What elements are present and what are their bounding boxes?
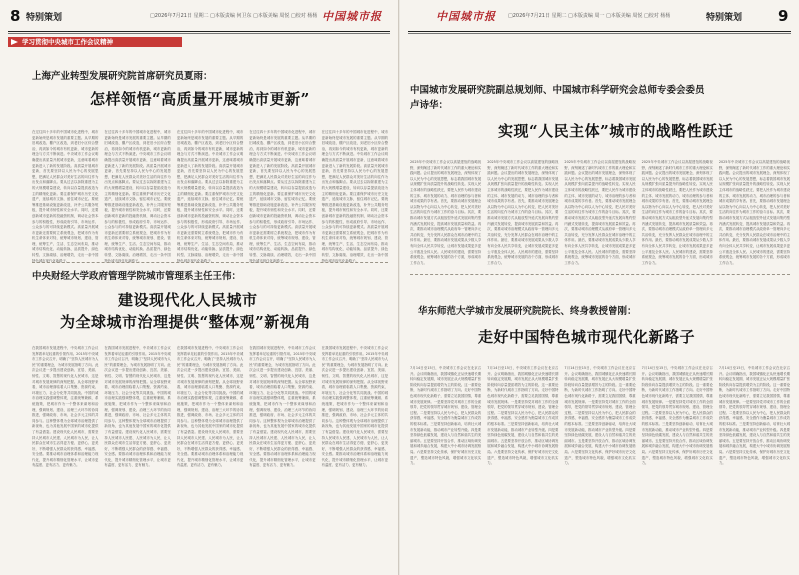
- topic-band-label: 学习贯彻中央城市工作会议精神: [22, 38, 113, 46]
- story4-body-text: 7月14日至15日，中央城市工作会议在北京召开。会议明确指出，我国城镇化正从快速增长期转向稳定发展期，城市发展正从大规模增量扩张阶段转向存量提质增效为主的阶段。这一重要论断，为新时代城市工作指明了方向。走好中国特色城市现代化新路子，需要立足我国国情，尊重城市发展规律。一是要坚持党对城市工作的全面领导，把党的领导贯穿城市规划、建设、管理全过程。二是要坚持以人民为中心，把人民群众的获得感、幸福感、安全感作为衡量城市工作成效的根本标准。三是要坚持创新驱动，培育壮大城市发展新动能，推动城市产业转型升级。四是要坚持绿色低碳发展，建设人与自然和谐共生的美丽城市。五是要坚持开放合作，推动区域协调发展和城乡融合发展，构建大中小城市协调发展格局。六是要坚持文化传承，保护好城市历史文化遗产，塑造城市特色风貌，增强城市文化软实力。: [410, 366, 482, 466]
- story4-body-col4: 7月14日至15日，中央城市工作会议在北京召开。会议明确指出，我国城镇化正从快速增长期转向稳定发展期，城市发展正从大规模增量扩张阶段转向存量提质增效为主的阶段。这一重要论断，为新时代城市工作指明了方向。走好中国特色城市现代化新路子，需要立足我国国情，尊重城市发展规律。一是要坚持党对城市工作的全面领导，把党的领导贯穿城市规划、建设、管理全过程。二是要坚持以人民为中心，把人民群众的获得感、幸福感、安全感作为衡量城市工作成效的根本标准。三是要坚持创新驱动，培育壮大城市发展新动能，推动城市产业转型升级。四是要坚持绿色低碳发展，建设人与自然和谐共生的美丽城市。五是要坚持开放合作，推动区域协调发展和城乡融合发展，构建大中小城市协调发展格局。六是要坚持文化传承，保护好城市历史文化遗产，塑造城市特色风貌，增强城市文化软实力。: [641, 366, 713, 466]
- story2-body: [32, 346, 388, 568]
- story-divider: [32, 262, 388, 263]
- page-number-right: 9: [778, 7, 789, 25]
- dateline: □2026年7月21日 星期二 □本版责编 何卫东 □本版美编 周悦 □校对 杨杨: [150, 13, 318, 19]
- story2-body-col3: 在我国城市发展进程中，中央城市工作会议发挥着举足轻重的引领作用。2015年中央城市工作会议召开，明确了“坚持人民城市为人民”的重要理念，为城市发展指明了方向。此次会议进一步提出建设创新、宜居、美丽、韧性、文明、智慧的现代化人民城市，这是对城市发展规律的深刻把握。从全球视野来看，城市治理面临着人口集聚、资源约束、环境压力、社会分化等共同挑战。中国的城市治理实践强调整体观，注重统筹兼顾、系统施策，把城市作为一个整体来谋划和治理，强调规划、建设、治理三大环节的协同推进，强调政府、市场、社会多元主体的共同参与。这种整体观为全球城市治理提供了新视角，也为其他发展中国家的城市化提供了有益借鉴。建设现代化人民城市，需要坚持人民城市人民建、人民城市为人民，让人民群众在城市生活得更方便、更舒心、更美好，不断增强人民群众的获得感、幸福感、安全感。要推动城市治理体系和治理能力现代化，提升城市精细化管理水平，让城市更有温度、更有活力、更有魅力。: [176, 346, 244, 468]
- story3-body-col4: 2025年中央城市工作会议以高屋建瓴的战略视野，深刻阐述了新时代城市工作的重大理论和实践问题。会议提出的城市发展理念，深刻体现了以人民为中心的发展思想，标志着我国城市发展从规模扩张向质量提升的战略性转变。实现人民主体城市的战略性跃迁，要把人民作为城市建设的主体、城市发展的动力、城市治理的参与者和城市成果的享有者。首先，要推动城市发展理念从以物为中心向以人为中心转变，把人民对美好生活的向往作为城市工作的奋斗目标。其次，要推动城市发展方式从粗放型外延式发展向集约型内涵式发展转变，提高城市发展质量和效益。再次，要推动城市治理模式从政府单一管理向多元共治转变，充分发挥人民群众在城市治理中的主体作用。最后，要推动城市发展成果从少数人享有向全体人民共享转变，让城市发展成果更多更公平惠及全体人民。人民城市的建设，需要坚持系统观念，统筹城市发展的各个方面，形成城市工作合力。: [641, 160, 713, 265]
- story3-body-col5: 2025年中央城市工作会议以高屋建瓴的战略视野，深刻阐述了新时代城市工作的重大理论和实践问题。会议提出的城市发展理念，深刻体现了以人民为中心的发展思想，标志着我国城市发展从规模扩张向质量提升的战略性转变。实现人民主体城市的战略性跃迁，要把人民作为城市建设的主体、城市发展的动力、城市治理的参与者和城市成果的享有者。首先，要推动城市发展理念从以物为中心向以人为中心转变，把人民对美好生活的向往作为城市工作的奋斗目标。其次，要推动城市发展方式从粗放型外延式发展向集约型内涵式发展转变，提高城市发展质量和效益。再次，要推动城市治理模式从政府单一管理向多元共治转变，充分发挥人民群众在城市治理中的主体作用。最后，要推动城市发展成果从少数人享有向全体人民共享转变，让城市发展成果更多更公平惠及全体人民。人民城市的建设，需要坚持系统观念，统筹城市发展的各个方面，形成城市工作合力。: [718, 160, 791, 265]
- arrow-icon: [11, 39, 18, 45]
- story3-body: [410, 160, 790, 270]
- section-title: 特别策划: [26, 13, 63, 23]
- story1-body-col2: 在过往四十多年的中国城市化进程中，城市更新始终是城市发展的重要主题。从早期的旧城改造、棚户区改造，到老旧小区综合整治，再到如今的城市有机更新，城市更新的理念与方式不断演进。中央城市工作会议明确提出高质量开展城市更新，这意味着城市更新进入了新的发展阶段。高质量开展城市更新，首先要坚持以人民为中心的发展思想，把满足人民群众对美好生活的向往作为出发点和落脚点。要从过去以拆除重建为主的大规模增量建设，转向以存量提质改造为主的精细化更新。要注重保护城市历史文化遗产，延续城市文脉，留住城市记忆。要统筹推进基础设施更新改造，补齐公共服务短板，提升城市韧性和安全水平。同时，还要创新城市更新的投融资机制，调动社会资本参与的积极性，形成政府引导、市场运作、公众参与的可持续更新模式。高质量开展城市更新还需要树立系统观念，把城市作为有机生命体来对待，统筹城市规划、建设、管理，统筹生产、生活、生态空间布局，推动城市结构优化、动能转换、品质提升、绿色转型、文脉赓续、治理增效，走出一条中国特色城市现代化新路子。: [104, 130, 171, 263]
- story2-kicker: 中央财经大学政府管理学院城市管理系主任王伟：: [32, 271, 242, 282]
- story1-headline: 怎样领悟“高质量开展城市更新”: [90, 90, 310, 108]
- header-rule-thin: [8, 33, 390, 34]
- left-page: [0, 0, 399, 575]
- story1-body-col3: 在过往四十多年的中国城市化进程中，城市更新始终是城市发展的重要主题。从早期的旧城改造、棚户区改造，到老旧小区综合整治，再到如今的城市有机更新，城市更新的理念与方式不断演进。中央城市工作会议明确提出高质量开展城市更新，这意味着城市更新进入了新的发展阶段。高质量开展城市更新，首先要坚持以人民为中心的发展思想，把满足人民群众对美好生活的向往作为出发点和落脚点。要从过去以拆除重建为主的大规模增量建设，转向以存量提质改造为主的精细化更新。要注重保护城市历史文化遗产，延续城市文脉，留住城市记忆。要统筹推进基础设施更新改造，补齐公共服务短板，提升城市韧性和安全水平。同时，还要创新城市更新的投融资机制，调动社会资本参与的积极性，形成政府引导、市场运作、公众参与的可持续更新模式。高质量开展城市更新还需要树立系统观念，把城市作为有机生命体来对待，统筹城市规划、建设、管理，统筹生产、生活、生态空间布局，推动城市结构优化、动能转换、品质提升、绿色转型、文脉赓续、治理增效，走出一条中国特色城市现代化新路子。: [176, 130, 244, 263]
- story1-body-text: 在过往四十多年的中国城市化进程中，城市更新始终是城市发展的重要主题。从早期的旧城改造、棚户区改造，到老旧小区综合整治，再到如今的城市有机更新，城市更新的理念与方式不断演进。中央城市工作会议明确提出高质量开展城市更新，这意味着城市更新进入了新的发展阶段。高质量开展城市更新，首先要坚持以人民为中心的发展思想，把满足人民群众对美好生活的向往作为出发点和落脚点。要从过去以拆除重建为主的大规模增量建设，转向以存量提质改造为主的精细化更新。要注重保护城市历史文化遗产，延续城市文脉，留住城市记忆。要统筹推进基础设施更新改造，补齐公共服务短板，提升城市韧性和安全水平。同时，还要创新城市更新的投融资机制，调动社会资本参与的积极性，形成政府引导、市场运作、公众参与的可持续更新模式。高质量开展城市更新还需要树立系统观念，把城市作为有机生命体来对待，统筹城市规划、建设、管理，统筹生产、生活、生态空间布局，推动城市结构优化、动能转换、品质提升、绿色转型、文脉赓续、治理增效，走出一条中国特色城市现代化新路子。: [32, 130, 99, 263]
- story-divider-right: [410, 274, 790, 275]
- story4-headline: 走好中国特色城市现代化新路子: [478, 328, 696, 346]
- story2-headline-line2: 为全球城市治理提供“整体观”新视角: [60, 313, 311, 331]
- masthead-logo-right: 中国城市报: [436, 10, 496, 23]
- story2-body-col2: 在我国城市发展进程中，中央城市工作会议发挥着举足轻重的引领作用。2015年中央城市工作会议召开，明确了“坚持人民城市为人民”的重要理念，为城市发展指明了方向。此次会议进一步提出建设创新、宜居、美丽、韧性、文明、智慧的现代化人民城市，这是对城市发展规律的深刻把握。从全球视野来看，城市治理面临着人口集聚、资源约束、环境压力、社会分化等共同挑战。中国的城市治理实践强调整体观，注重统筹兼顾、系统施策，把城市作为一个整体来谋划和治理，强调规划、建设、治理三大环节的协同推进，强调政府、市场、社会多元主体的共同参与。这种整体观为全球城市治理提供了新视角，也为其他发展中国家的城市化提供了有益借鉴。建设现代化人民城市，需要坚持人民城市人民建、人民城市为人民，让人民群众在城市生活得更方便、更舒心、更美好，不断增强人民群众的获得感、幸福感、安全感。要推动城市治理体系和治理能力现代化，提升城市精细化管理水平，让城市更有温度、更有活力、更有魅力。: [104, 346, 171, 468]
- masthead-logo: 中国城市报: [322, 10, 382, 23]
- story2-body-col4: 在我国城市发展进程中，中央城市工作会议发挥着举足轻重的引领作用。2015年中央城市工作会议召开，明确了“坚持人民城市为人民”的重要理念，为城市发展指明了方向。此次会议进一步提出建设创新、宜居、美丽、韧性、文明、智慧的现代化人民城市，这是对城市发展规律的深刻把握。从全球视野来看，城市治理面临着人口集聚、资源约束、环境压力、社会分化等共同挑战。中国的城市治理实践强调整体观，注重统筹兼顾、系统施策，把城市作为一个整体来谋划和治理，强调规划、建设、治理三大环节的协同推进，强调政府、市场、社会多元主体的共同参与。这种整体观为全球城市治理提供了新视角，也为其他发展中国家的城市化提供了有益借鉴。建设现代化人民城市，需要坚持人民城市人民建、人民城市为人民，让人民群众在城市生活得更方便、更舒心、更美好，不断增强人民群众的获得感、幸福感、安全感。要推动城市治理体系和治理能力现代化，提升城市精细化管理水平，让城市更有温度、更有活力、更有魅力。: [249, 346, 316, 468]
- topic-band: [8, 37, 182, 47]
- story4-kicker: 华东师范大学城市发展研究院院长、终身教授曾刚：: [418, 306, 637, 317]
- story2-body-text: 在我国城市发展进程中，中央城市工作会议发挥着举足轻重的引领作用。2015年中央城市工作会议召开，明确了“坚持人民城市为人民”的重要理念，为城市发展指明了方向。此次会议进一步提出建设创新、宜居、美丽、韧性、文明、智慧的现代化人民城市，这是对城市发展规律的深刻把握。从全球视野来看，城市治理面临着人口集聚、资源约束、环境压力、社会分化等共同挑战。中国的城市治理实践强调整体观，注重统筹兼顾、系统施策，把城市作为一个整体来谋划和治理，强调规划、建设、治理三大环节的协同推进，强调政府、市场、社会多元主体的共同参与。这种整体观为全球城市治理提供了新视角，也为其他发展中国家的城市化提供了有益借鉴。建设现代化人民城市，需要坚持人民城市人民建、人民城市为人民，让人民群众在城市生活得更方便、更舒心、更美好，不断增强人民群众的获得感、幸福感、安全感。要推动城市治理体系和治理能力现代化，提升城市精细化管理水平，让城市更有温度、更有活力、更有魅力。: [32, 346, 99, 468]
- header-rule-thin-right: [408, 33, 791, 34]
- dateline-right: □2026年7月21日 星期二 □本版责编 周一 □本版美编 周悦 □校对 杨杨: [508, 13, 671, 19]
- page-number: 8: [10, 7, 21, 25]
- story3-kicker-line1: 中国城市发展研究院副总规划师、中国城市科学研究会总师专委会委员: [410, 85, 705, 96]
- story1-body-col5: 在过往四十多年的中国城市化进程中，城市更新始终是城市发展的重要主题。从早期的旧城改造、棚户区改造，到老旧小区综合整治，再到如今的城市有机更新，城市更新的理念与方式不断演进。中央城市工作会议明确提出高质量开展城市更新，这意味着城市更新进入了新的发展阶段。高质量开展城市更新，首先要坚持以人民为中心的发展思想，把满足人民群众对美好生活的向往作为出发点和落脚点。要从过去以拆除重建为主的大规模增量建设，转向以存量提质改造为主的精细化更新。要注重保护城市历史文化遗产，延续城市文脉，留住城市记忆。要统筹推进基础设施更新改造，补齐公共服务短板，提升城市韧性和安全水平。同时，还要创新城市更新的投融资机制，调动社会资本参与的积极性，形成政府引导、市场运作、公众参与的可持续更新模式。高质量开展城市更新还需要树立系统观念，把城市作为有机生命体来对待，统筹城市规划、建设、管理，统筹生产、生活、生态空间布局，推动城市结构优化、动能转换、品质提升、绿色转型、文脉赓续、治理增效，走出一条中国特色城市现代化新路子。: [321, 130, 389, 263]
- story1-kicker: 上海产业转型发展研究院首席研究员夏雨：: [32, 71, 213, 82]
- header-rule-right: [408, 31, 791, 32]
- right-page: [400, 0, 799, 575]
- story3-body-col3: 2025年中央城市工作会议以高屋建瓴的战略视野，深刻阐述了新时代城市工作的重大理论和实践问题。会议提出的城市发展理念，深刻体现了以人民为中心的发展思想，标志着我国城市发展从规模扩张向质量提升的战略性转变。实现人民主体城市的战略性跃迁，要把人民作为城市建设的主体、城市发展的动力、城市治理的参与者和城市成果的享有者。首先，要推动城市发展理念从以物为中心向以人为中心转变，把人民对美好生活的向往作为城市工作的奋斗目标。其次，要推动城市发展方式从粗放型外延式发展向集约型内涵式发展转变，提高城市发展质量和效益。再次，要推动城市治理模式从政府单一管理向多元共治转变，充分发挥人民群众在城市治理中的主体作用。最后，要推动城市发展成果从少数人享有向全体人民共享转变，让城市发展成果更多更公平惠及全体人民。人民城市的建设，需要坚持系统观念，统筹城市发展的各个方面，形成城市工作合力。: [564, 160, 636, 265]
- story3-kicker-line2: 卢诗华：: [410, 100, 449, 111]
- left-page-header: [0, 8, 398, 28]
- story1-body: [32, 130, 389, 263]
- story2-body-col5: 在我国城市发展进程中，中央城市工作会议发挥着举足轻重的引领作用。2015年中央城市工作会议召开，明确了“坚持人民城市为人民”的重要理念，为城市发展指明了方向。此次会议进一步提出建设创新、宜居、美丽、韧性、文明、智慧的现代化人民城市，这是对城市发展规律的深刻把握。从全球视野来看，城市治理面临着人口集聚、资源约束、环境压力、社会分化等共同挑战。中国的城市治理实践强调整体观，注重统筹兼顾、系统施策，把城市作为一个整体来谋划和治理，强调规划、建设、治理三大环节的协同推进，强调政府、市场、社会多元主体的共同参与。这种整体观为全球城市治理提供了新视角，也为其他发展中国家的城市化提供了有益借鉴。建设现代化人民城市，需要坚持人民城市人民建、人民城市为人民，让人民群众在城市生活得更方便、更舒心、更美好，不断增强人民群众的获得感、幸福感、安全感。要推动城市治理体系和治理能力现代化，提升城市精细化管理水平，让城市更有温度、更有活力、更有魅力。: [321, 346, 389, 468]
- section-title-right: 特别策划: [706, 13, 743, 23]
- right-page-header: [400, 8, 799, 28]
- story4-body-col2: 7月14日至15日，中央城市工作会议在北京召开。会议明确指出，我国城镇化正从快速增长期转向稳定发展期，城市发展正从大规模增量扩张阶段转向存量提质增效为主的阶段。这一重要论断，为新时代城市工作指明了方向。走好中国特色城市现代化新路子，需要立足我国国情，尊重城市发展规律。一是要坚持党对城市工作的全面领导，把党的领导贯穿城市规划、建设、管理全过程。二是要坚持以人民为中心，把人民群众的获得感、幸福感、安全感作为衡量城市工作成效的根本标准。三是要坚持创新驱动，培育壮大城市发展新动能，推动城市产业转型升级。四是要坚持绿色低碳发展，建设人与自然和谐共生的美丽城市。五是要坚持开放合作，推动区域协调发展和城乡融合发展，构建大中小城市协调发展格局。六是要坚持文化传承，保护好城市历史文化遗产，塑造城市特色风貌，增强城市文化软实力。: [487, 366, 559, 466]
- story4-body-col5: 7月14日至15日，中央城市工作会议在北京召开。会议明确指出，我国城镇化正从快速增长期转向稳定发展期，城市发展正从大规模增量扩张阶段转向存量提质增效为主的阶段。这一重要论断，为新时代城市工作指明了方向。走好中国特色城市现代化新路子，需要立足我国国情，尊重城市发展规律。一是要坚持党对城市工作的全面领导，把党的领导贯穿城市规划、建设、管理全过程。二是要坚持以人民为中心，把人民群众的获得感、幸福感、安全感作为衡量城市工作成效的根本标准。三是要坚持创新驱动，培育壮大城市发展新动能，推动城市产业转型升级。四是要坚持绿色低碳发展，建设人与自然和谐共生的美丽城市。五是要坚持开放合作，推动区域协调发展和城乡融合发展，构建大中小城市协调发展格局。六是要坚持文化传承，保护好城市历史文化遗产，塑造城市特色风貌，增强城市文化软实力。: [718, 366, 791, 466]
- story4-body-col3: 7月14日至15日，中央城市工作会议在北京召开。会议明确指出，我国城镇化正从快速增长期转向稳定发展期，城市发展正从大规模增量扩张阶段转向存量提质增效为主的阶段。这一重要论断，为新时代城市工作指明了方向。走好中国特色城市现代化新路子，需要立足我国国情，尊重城市发展规律。一是要坚持党对城市工作的全面领导，把党的领导贯穿城市规划、建设、管理全过程。二是要坚持以人民为中心，把人民群众的获得感、幸福感、安全感作为衡量城市工作成效的根本标准。三是要坚持创新驱动，培育壮大城市发展新动能，推动城市产业转型升级。四是要坚持绿色低碳发展，建设人与自然和谐共生的美丽城市。五是要坚持开放合作，推动区域协调发展和城乡融合发展，构建大中小城市协调发展格局。六是要坚持文化传承，保护好城市历史文化遗产，塑造城市特色风貌，增强城市文化软实力。: [564, 366, 636, 466]
- story3-body-col2: 2025年中央城市工作会议以高屋建瓴的战略视野，深刻阐述了新时代城市工作的重大理论和实践问题。会议提出的城市发展理念，深刻体现了以人民为中心的发展思想，标志着我国城市发展从规模扩张向质量提升的战略性转变。实现人民主体城市的战略性跃迁，要把人民作为城市建设的主体、城市发展的动力、城市治理的参与者和城市成果的享有者。首先，要推动城市发展理念从以物为中心向以人为中心转变，把人民对美好生活的向往作为城市工作的奋斗目标。其次，要推动城市发展方式从粗放型外延式发展向集约型内涵式发展转变，提高城市发展质量和效益。再次，要推动城市治理模式从政府单一管理向多元共治转变，充分发挥人民群众在城市治理中的主体作用。最后，要推动城市发展成果从少数人享有向全体人民共享转变，让城市发展成果更多更公平惠及全体人民。人民城市的建设，需要坚持系统观念，统筹城市发展的各个方面，形成城市工作合力。: [487, 160, 559, 265]
- story1-body-col4: 在过往四十多年的中国城市化进程中，城市更新始终是城市发展的重要主题。从早期的旧城改造、棚户区改造，到老旧小区综合整治，再到如今的城市有机更新，城市更新的理念与方式不断演进。中央城市工作会议明确提出高质量开展城市更新，这意味着城市更新进入了新的发展阶段。高质量开展城市更新，首先要坚持以人民为中心的发展思想，把满足人民群众对美好生活的向往作为出发点和落脚点。要从过去以拆除重建为主的大规模增量建设，转向以存量提质改造为主的精细化更新。要注重保护城市历史文化遗产，延续城市文脉，留住城市记忆。要统筹推进基础设施更新改造，补齐公共服务短板，提升城市韧性和安全水平。同时，还要创新城市更新的投融资机制，调动社会资本参与的积极性，形成政府引导、市场运作、公众参与的可持续更新模式。高质量开展城市更新还需要树立系统观念，把城市作为有机生命体来对待，统筹城市规划、建设、管理，统筹生产、生活、生态空间布局，推动城市结构优化、动能转换、品质提升、绿色转型、文脉赓续、治理增效，走出一条中国特色城市现代化新路子。: [249, 130, 316, 263]
- story3-headline: 实现“人民主体”城市的战略性跃迁: [498, 122, 734, 140]
- story4-body: [410, 366, 790, 568]
- story3-body-text: 2025年中央城市工作会议以高屋建瓴的战略视野，深刻阐述了新时代城市工作的重大理论和实践问题。会议提出的城市发展理念，深刻体现了以人民为中心的发展思想，标志着我国城市发展从规模扩张向质量提升的战略性转变。实现人民主体城市的战略性跃迁，要把人民作为城市建设的主体、城市发展的动力、城市治理的参与者和城市成果的享有者。首先，要推动城市发展理念从以物为中心向以人为中心转变，把人民对美好生活的向往作为城市工作的奋斗目标。其次，要推动城市发展方式从粗放型外延式发展向集约型内涵式发展转变，提高城市发展质量和效益。再次，要推动城市治理模式从政府单一管理向多元共治转变，充分发挥人民群众在城市治理中的主体作用。最后，要推动城市发展成果从少数人享有向全体人民共享转变，让城市发展成果更多更公平惠及全体人民。人民城市的建设，需要坚持系统观念，统筹城市发展的各个方面，形成城市工作合力。: [410, 160, 482, 265]
- story2-headline-line1: 建设现代化人民城市: [118, 291, 258, 309]
- header-rule: [8, 31, 390, 32]
